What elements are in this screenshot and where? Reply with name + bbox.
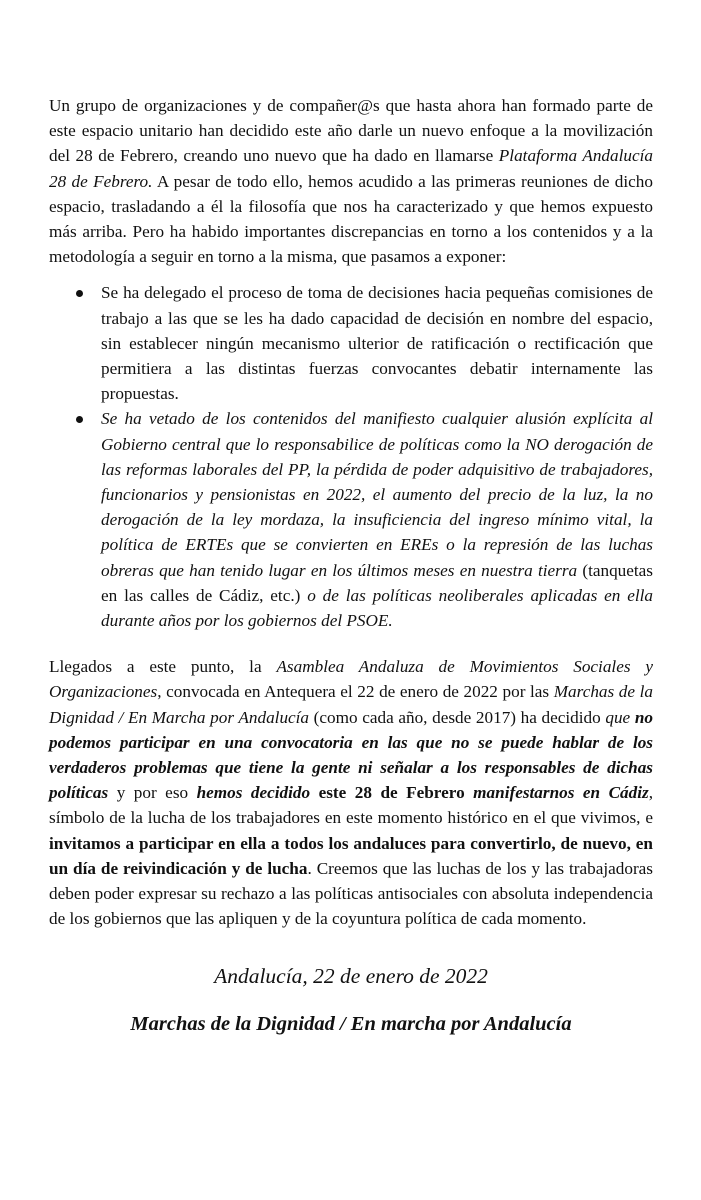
closing-date: Andalucía, 22 de enero de 2022	[214, 963, 488, 988]
decision-text: . Creemos que las luchas de los y las trabajadoras deben poder expresar su rechazo a las políticas antisociales con absoluta independencia de los gobiernos que las apliquen y de la coyuntura política de cada momento.	[49, 858, 653, 929]
platform-name: Plataforma Andalucía 28 de Febrero.	[49, 146, 653, 191]
decision-text: , convocada en Antequera el 22 de enero de 2022 por las	[157, 682, 554, 702]
decision-text: y por eso	[108, 783, 197, 803]
decision-statement: no podemos participar en una convocatoria en las que no se puede hablar de los verdaderos problemas que tiene la gente ni señalar a los responsables de dichas políticas	[49, 707, 653, 803]
decision-text: (como cada año, desde 2017) ha decidido	[309, 707, 606, 727]
list-item-text-italic-end: o de las políticas neoliberales aplicadas en ella durante años por los gobiernos del PSOE.	[101, 585, 653, 631]
invitation-statement: invitamos a participar en ella a todos los andaluces para convertirlo, de nuevo, en un día de reivindicación y de lucha	[49, 833, 653, 878]
discrepancies-list	[49, 280, 653, 633]
bullet-icon	[76, 290, 83, 297]
closing-signature: Marchas de la Dignidad / En marcha por Andalucía	[130, 1012, 572, 1035]
decision-text: , símbolo de la lucha de los trabajadores en este momento histórico en el que vivimos, e	[49, 783, 653, 828]
list-item-text: (tanquetas en las calles de Cádiz, etc.)	[101, 560, 653, 605]
decision-text-italic: que	[605, 707, 631, 727]
list-item	[101, 280, 653, 406]
list-item	[101, 406, 653, 633]
paragraph-intro-text: Un grupo de organizaciones y de compañer@s que hasta ahora han formado parte de este espacio unitario han decidido este año darle un nuevo enfoque a la movilización del 28 de Febrero, creando uno nuevo que ha dado en llamarse	[49, 96, 653, 166]
paragraph-intro	[49, 93, 653, 269]
decision-location: manifestarnos en Cádiz	[473, 783, 649, 803]
list-item-text-italic: Se ha vetado de los contenidos del manifiesto cualquier alusión explícita al Gobierno central que lo responsabilice de políticas como la NO derogación de las reformas laborales del PP, la pérdida de poder adquisitivo de trabajadores, funcionarios y pensionistas en 2022, el aumento del precio de la luz, la no derogación de la ley mordaza, la insuficiencia del ingreso mínimo vital, la política de ERTEs que se convierten en EREs o la represión de las luchas obreras que han tenido lugar en los últimos meses en nuestra tierra	[101, 409, 653, 580]
assembly-name: Asamblea Andaluza de Movimientos Sociales y Organizaciones	[49, 657, 653, 702]
decision-date: este 28 de Febrero	[310, 783, 474, 803]
list-item-text: Se ha delegado el proceso de toma de decisiones hacia pequeñas comisiones de trabajo a las que se les ha dado capacidad de decisión en nombre del espacio, sin establecer ningún mecanismo ulterior de ratificación o rectificación que permitiera a las distintas fuerzas convocantes debatir internamente las propuestas.	[101, 283, 653, 404]
decision-text: Llegados a este punto, la	[49, 657, 277, 677]
decision-emphasis: hemos decidido	[196, 783, 311, 803]
organization-name: Marchas de la Dignidad / En Marcha por Andalucía	[49, 682, 654, 727]
paragraph-decision	[49, 654, 653, 931]
paragraph-intro-text-cont: A pesar de todo ello, hemos acudido a las primeras reuniones de dicho espacio, trasladando a él la filosofía que nos ha caracterizado y que hemos expuesto más arriba. Pero ha habido importantes discrepancias en torno a los contenidos y a la metodología a seguir en torno a la misma, que pasamos a exponer:	[49, 171, 653, 267]
bullet-icon	[76, 416, 83, 423]
